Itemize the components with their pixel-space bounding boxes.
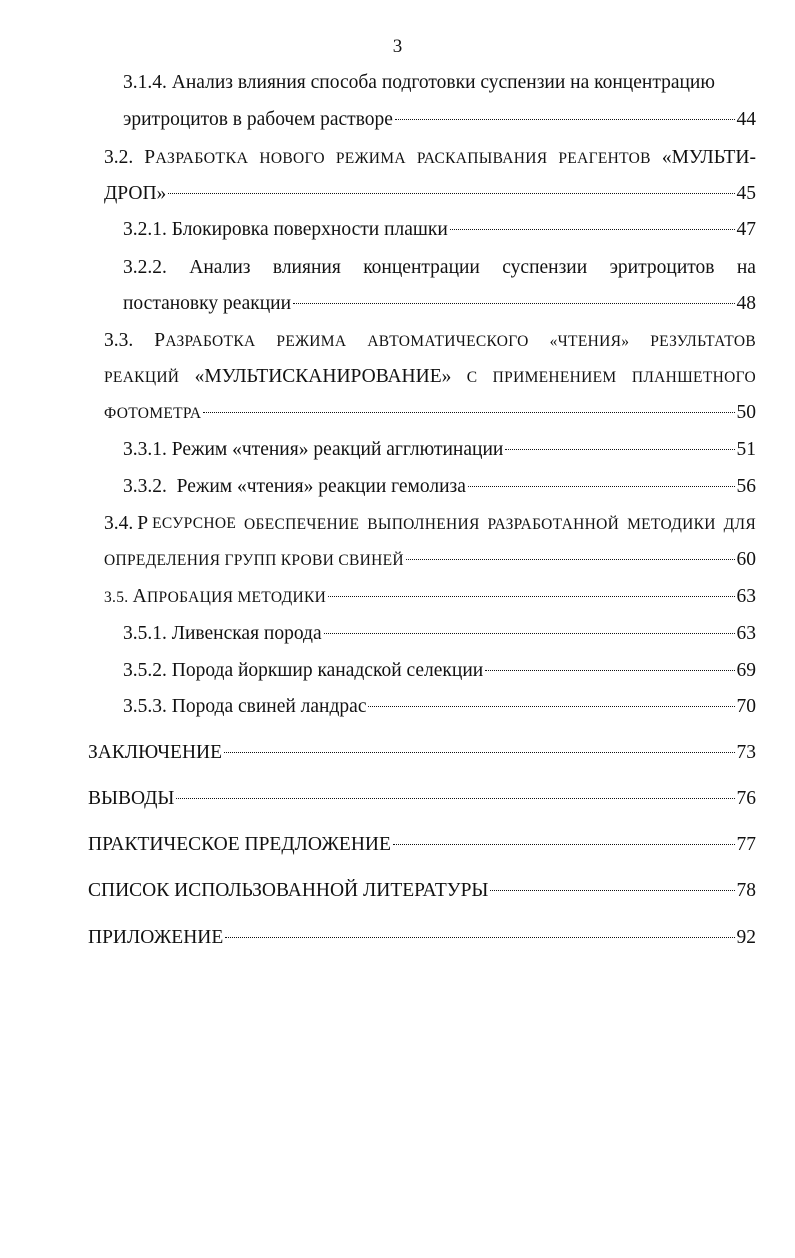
toc-word: РАЗРАБОТАННОЙ — [487, 516, 620, 533]
toc-entry-text: 3.3.1. Режим «чтения» реакций агглютинации — [123, 439, 504, 460]
toc-entry-conclusion[interactable] — [88, 740, 756, 766]
toc-entry-3-3[interactable] — [104, 400, 756, 426]
toc-page-number: 48 — [736, 293, 756, 314]
toc-entry-3-5-3[interactable] — [123, 694, 756, 720]
dot-leader — [225, 937, 734, 938]
dot-leader — [224, 752, 734, 753]
toc-entry-text: 3.5.3. Порода свиней ландрас — [123, 696, 367, 717]
dot-leader — [393, 844, 735, 845]
toc-word: эритроцитов — [609, 257, 715, 278]
page-number: 3 — [392, 36, 403, 57]
toc-entry-3-2-line1[interactable] — [104, 145, 756, 171]
toc-page-number: 50 — [736, 402, 756, 423]
toc-word: Анализ — [189, 257, 251, 278]
toc-page-number: 63 — [736, 586, 756, 607]
toc-entry-text: ПРИЛОЖЕНИЕ — [88, 927, 224, 948]
toc-entry-3-2-2[interactable] — [123, 291, 756, 317]
toc-word: ЕСУРСНОЕ — [152, 515, 237, 532]
toc-word: «МУЛЬТИ- — [661, 147, 756, 168]
toc-page-number: 76 — [736, 788, 756, 809]
toc-page-number: 60 — [736, 549, 756, 570]
dot-leader — [406, 559, 735, 560]
dot-leader — [395, 119, 735, 120]
toc-word: 3.2. — [104, 147, 134, 168]
toc-entry-references[interactable] — [88, 878, 756, 904]
toc-word: ПРИМЕНЕНИЕМ — [492, 369, 617, 386]
toc-word: «МУЛЬТИСКАНИРОВАНИЕ» — [194, 366, 452, 387]
toc-word: МЕТОДИКИ — [627, 516, 716, 533]
toc-entry-text: СПИСОК ИСПОЛЬЗОВАННОЙ ЛИТЕРАТУРЫ — [88, 880, 489, 901]
toc-entry-practical[interactable] — [88, 832, 756, 858]
toc-entry-text: 3.5.1. Ливенская порода — [123, 623, 322, 644]
toc-word: 3.3. — [104, 330, 134, 351]
toc-page-number: 77 — [736, 834, 756, 855]
toc-entry-3-3-line3: ФОТОМЕТРА — [104, 405, 202, 422]
toc-page-number: 70 — [736, 696, 756, 717]
toc-word — [104, 511, 236, 537]
toc-entry-3-4[interactable] — [104, 547, 756, 573]
toc-word: 3.2.2. — [123, 257, 167, 278]
dot-leader — [485, 670, 734, 671]
toc-word: РАСКАПЫВАНИЯ — [416, 150, 548, 167]
toc-entry-text: 3.2.1. Блокировка поверхности плашки — [123, 219, 448, 240]
toc-word: РАЗРАБОТКА — [154, 330, 256, 351]
toc-entry-3-5-2[interactable] — [123, 658, 756, 684]
toc-word: АВТОМАТИЧЕСКОГО — [367, 333, 529, 350]
dot-leader — [293, 303, 734, 304]
toc-entry-3-2-2-line2: постановку реакции — [123, 293, 292, 314]
toc-page-number: 69 — [736, 660, 756, 681]
toc-word: РЕАГЕНТОВ — [558, 150, 651, 167]
toc-word: РЕЖИМА — [335, 150, 406, 167]
toc-word: ВЫПОЛНЕНИЯ — [367, 516, 480, 533]
toc-entry-findings[interactable] — [88, 786, 756, 812]
toc-entry-text: 3.5.2. Порода йоркшир канадской селекции — [123, 660, 484, 681]
toc-word: концентрации — [363, 257, 480, 278]
toc-word: РЕЗУЛЬТАТОВ — [650, 333, 756, 350]
toc-entry-text: ЗАКЛЮЧЕНИЕ — [88, 742, 223, 763]
dot-leader — [328, 596, 734, 597]
toc-entry-3-1-4-line1: 3.1.4. Анализ влияния способа подготовки суспензии на концентрацию — [123, 72, 715, 93]
toc-entry-3-3-2[interactable] — [123, 474, 756, 500]
toc-page-number: 56 — [736, 476, 756, 497]
toc-page-number: 63 — [736, 623, 756, 644]
toc-entry-text: ПРАКТИЧЕСКОЕ ПРЕДЛОЖЕНИЕ — [88, 834, 391, 855]
toc-entry-3-3-line2[interactable] — [104, 364, 756, 390]
toc-entry-3-5-1[interactable] — [123, 621, 756, 647]
toc-word: РАЗРАБОТКА — [144, 147, 249, 168]
toc-word: С — [466, 369, 478, 386]
toc-word: РЕАКЦИЙ — [104, 369, 180, 386]
dot-leader — [468, 486, 735, 487]
toc-word: РЕЖИМА — [276, 333, 347, 350]
toc-word: НОВОГО — [259, 150, 325, 167]
toc-entry-3-5[interactable] — [104, 584, 756, 610]
toc-word: Р — [137, 513, 149, 534]
toc-entry-3-2-line2: ДРОП» — [104, 183, 167, 204]
toc-page-number: 45 — [736, 183, 756, 204]
toc-page-number: 44 — [736, 109, 756, 130]
dot-leader — [505, 449, 734, 450]
toc-word: ОБЕСПЕЧЕНИЕ — [244, 516, 360, 533]
toc-page-number: 73 — [736, 742, 756, 763]
toc-word: суспензии — [502, 257, 588, 278]
toc-entry-3-3-line1[interactable] — [104, 328, 756, 354]
toc-entry-3-2-1[interactable] — [123, 217, 756, 243]
dot-leader — [176, 798, 734, 799]
toc-entry-3-4-line2: ОПРЕДЕЛЕНИЯ ГРУПП КРОВИ СВИНЕЙ — [104, 552, 404, 569]
toc-entry-3-1-4[interactable] — [123, 107, 756, 133]
toc-entry-text: 3.3.2. Режим «чтения» реакции гемолиза — [123, 476, 466, 497]
toc-entry-3-3-1[interactable] — [123, 437, 756, 463]
toc-entry-3-2-2-line1[interactable] — [123, 255, 756, 281]
dot-leader — [450, 229, 735, 230]
toc-page-number: 78 — [736, 880, 756, 901]
dot-leader — [368, 706, 734, 707]
dot-leader — [324, 633, 735, 634]
toc-entry-3-2[interactable] — [104, 181, 756, 207]
toc-entry-3-4-line1[interactable] — [104, 511, 756, 537]
toc-word: «ЧТЕНИЯ» — [549, 333, 630, 350]
dot-leader — [203, 412, 734, 413]
toc-word: влияния — [272, 257, 341, 278]
toc-word: 3.4. — [104, 513, 134, 534]
toc-entry-3-1-4-line2: эритроцитов в рабочем растворе — [123, 109, 393, 130]
toc-word: ДЛЯ — [723, 516, 756, 533]
toc-page-number: 47 — [736, 219, 756, 240]
toc-entry-text: ВЫВОДЫ — [88, 788, 175, 809]
toc-word: на — [736, 257, 756, 278]
dot-leader — [168, 193, 734, 194]
toc-entry-text: 3.5. АПРОБАЦИЯ МЕТОДИКИ — [104, 586, 327, 607]
toc-page-number: 92 — [736, 927, 756, 948]
toc-entry-appendix[interactable] — [88, 925, 756, 951]
toc-page-number: 51 — [736, 439, 756, 460]
dot-leader — [490, 890, 734, 891]
toc-word: ПЛАНШЕТНОГО — [631, 369, 756, 386]
